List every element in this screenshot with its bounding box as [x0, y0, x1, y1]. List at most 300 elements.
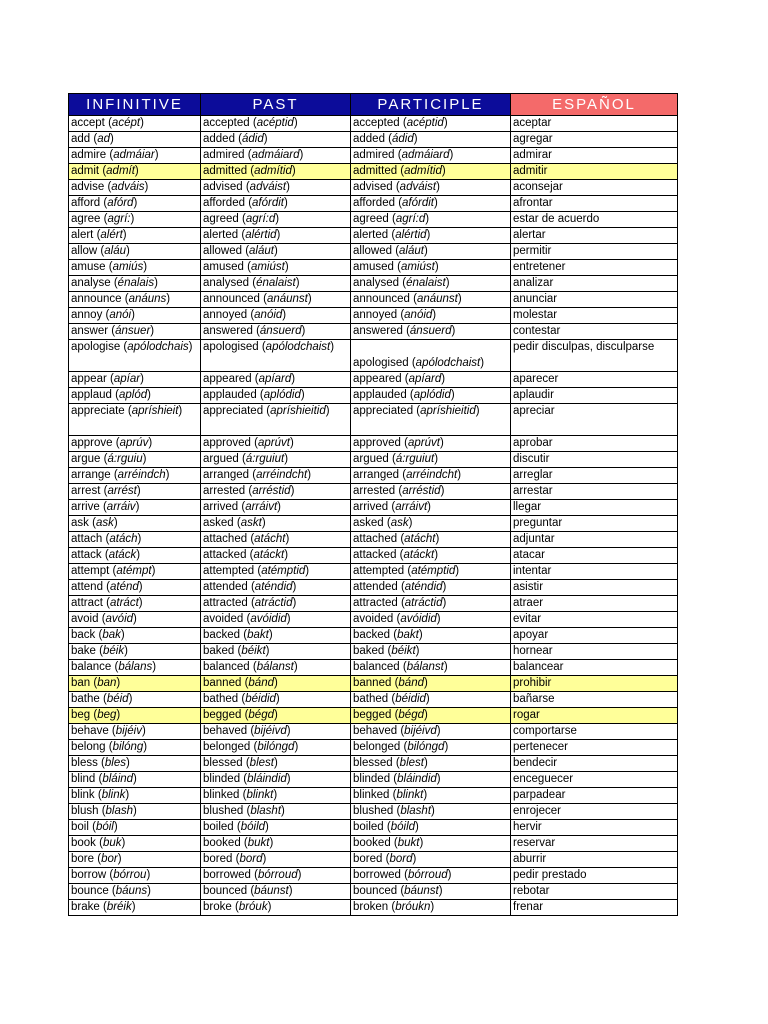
spanish-cell: contestar: [511, 324, 678, 340]
participle-cell-word: allowed: [353, 245, 392, 257]
past-cell: applauded (aplódid): [201, 388, 351, 404]
spanish-cell: agregar: [511, 132, 678, 148]
participle-cell-pronunciation: bord: [389, 853, 413, 865]
past-cell-pronunciation: apíard: [258, 373, 292, 385]
past-cell-pronunciation: bakt: [247, 629, 269, 641]
past-cell-word: arranged: [203, 469, 250, 481]
participle-cell-word: attacked: [353, 549, 397, 561]
spanish-cell: aburrir: [511, 852, 678, 868]
table-row: [69, 548, 678, 564]
participle-cell: admitted (admítid): [351, 164, 511, 180]
past-cell: admitted (admítid): [201, 164, 351, 180]
spanish-cell: pedir prestado: [511, 868, 678, 884]
past-cell-pronunciation: bálanst: [256, 661, 294, 673]
infinitive-cell: announce (anáuns): [69, 292, 201, 308]
participle-cell-word: applauded: [353, 389, 407, 401]
participle-cell-word: amused: [353, 261, 394, 273]
past-cell-word: blushed: [203, 805, 244, 817]
past-cell: arranged (arréindcht): [201, 468, 351, 484]
infinitive-cell-word: bounce: [71, 885, 109, 897]
infinitive-cell: ask (ask): [69, 516, 201, 532]
participle-cell: arrested (arréstid): [351, 484, 511, 500]
table-row: [69, 644, 678, 660]
spanish-cell: bendecir: [511, 756, 678, 772]
infinitive-cell: belong (bilóng): [69, 740, 201, 756]
participle-cell-pronunciation: bilóngd: [407, 741, 445, 753]
participle-cell-pronunciation: bórroud: [407, 869, 448, 881]
participle-cell: appreciated (apríshieitid): [351, 404, 511, 436]
past-cell-pronunciation: énalaist: [256, 277, 296, 289]
infinitive-cell-pronunciation: atáck: [108, 549, 137, 561]
participle-cell-pronunciation: apríshieitid: [420, 405, 476, 417]
infinitive-cell-pronunciation: á:rguiu: [107, 453, 143, 465]
infinitive-cell-pronunciation: énalais: [117, 277, 155, 289]
table-row: [69, 820, 678, 836]
table-row: [69, 868, 678, 884]
infinitive-cell-word: apologise: [71, 341, 121, 353]
past-cell-pronunciation: bilóngd: [257, 741, 295, 753]
past-cell-pronunciation: ádid: [242, 133, 264, 145]
past-cell: attracted (atráctid): [201, 596, 351, 612]
past-cell-pronunciation: bord: [239, 853, 263, 865]
infinitive-cell: approve (aprúv): [69, 436, 201, 452]
past-cell-pronunciation: bróuk: [238, 901, 268, 913]
past-cell-pronunciation: arréstid: [252, 485, 291, 497]
participle-cell-word: admired: [353, 149, 395, 161]
past-cell-word: asked: [203, 517, 234, 529]
infinitive-cell-word: argue: [71, 453, 101, 465]
infinitive-cell: apologise (apólodchais): [69, 340, 201, 372]
past-cell-word: appreciated: [203, 405, 264, 417]
participle-cell-pronunciation: blinkt: [396, 789, 424, 801]
past-cell-word: announced: [203, 293, 260, 305]
past-cell-pronunciation: ánsuerd: [259, 325, 302, 337]
past-cell-pronunciation: atácht: [254, 533, 286, 545]
infinitive-cell-word: bless: [71, 757, 98, 769]
past-cell: blinked (blinkt): [201, 788, 351, 804]
past-cell-pronunciation: béidid: [245, 693, 276, 705]
past-cell-word: attacked: [203, 549, 247, 561]
past-cell-pronunciation: blinkt: [246, 789, 274, 801]
infinitive-cell: applaud (aplód): [69, 388, 201, 404]
past-cell-pronunciation: bórroud: [257, 869, 298, 881]
infinitive-cell: blind (bláind): [69, 772, 201, 788]
header-infinitive: INFINITIVE: [69, 94, 201, 116]
table-row: [69, 884, 678, 900]
spanish-cell: afrontar: [511, 196, 678, 212]
table-row: [69, 724, 678, 740]
participle-cell-word: advised: [353, 181, 393, 193]
past-cell-pronunciation: amiúst: [250, 261, 285, 273]
table-row: [69, 276, 678, 292]
past-cell-word: belonged: [203, 741, 251, 753]
table-row: [69, 532, 678, 548]
past-cell-word: appeared: [203, 373, 252, 385]
infinitive-cell: annoy (anói): [69, 308, 201, 324]
participle-cell: blinked (blinkt): [351, 788, 511, 804]
table-row: [69, 660, 678, 676]
infinitive-cell: balance (bálans): [69, 660, 201, 676]
spanish-cell: molestar: [511, 308, 678, 324]
participle-cell-word: bored: [353, 853, 383, 865]
participle-cell-word: argued: [353, 453, 389, 465]
header-row: [69, 94, 678, 116]
infinitive-cell-pronunciation: báuns: [115, 885, 148, 897]
participle-cell: blushed (blasht): [351, 804, 511, 820]
infinitive-cell-pronunciation: aláu: [104, 245, 126, 257]
participle-cell-word: belonged: [353, 741, 401, 753]
participle-cell-word: appeared: [353, 373, 402, 385]
spanish-cell: frenar: [511, 900, 678, 916]
participle-cell-word: accepted: [353, 117, 400, 129]
participle-cell-word: baked: [353, 645, 385, 657]
participle-cell: baked (béikt): [351, 644, 511, 660]
infinitive-cell-pronunciation: bréik: [106, 901, 132, 913]
past-cell: behaved (bijéivd): [201, 724, 351, 740]
table-row: [69, 452, 678, 468]
past-cell: appreciated (apríshieitid): [201, 404, 351, 436]
spanish-cell: apoyar: [511, 628, 678, 644]
participle-cell-word: appreciated: [353, 405, 414, 417]
infinitive-cell: beg (beg): [69, 708, 201, 724]
infinitive-cell: blink (blink): [69, 788, 201, 804]
past-cell-pronunciation: aplódid: [263, 389, 301, 401]
spanish-cell: aprobar: [511, 436, 678, 452]
participle-cell: begged (bégd): [351, 708, 511, 724]
infinitive-cell-word: borrow: [71, 869, 107, 881]
participle-cell: bounced (báunst): [351, 884, 511, 900]
past-cell-word: bored: [203, 853, 233, 865]
participle-cell-word: booked: [353, 837, 391, 849]
infinitive-cell-word: bore: [71, 853, 95, 865]
infinitive-cell-word: ask: [71, 517, 89, 529]
infinitive-cell-word: accept: [71, 117, 105, 129]
participle-cell-pronunciation: acéptid: [406, 117, 444, 129]
infinitive-cell-pronunciation: avóid: [105, 613, 134, 625]
past-cell: belonged (bilóngd): [201, 740, 351, 756]
past-cell-pronunciation: avóidid: [250, 613, 287, 625]
past-cell: admired (admáiard): [201, 148, 351, 164]
spanish-cell: atacar: [511, 548, 678, 564]
infinitive-cell-word: answer: [71, 325, 109, 337]
infinitive-cell: admire (admáiar): [69, 148, 201, 164]
past-cell: analysed (énalaist): [201, 276, 351, 292]
infinitive-cell-pronunciation: agrí:: [107, 213, 131, 225]
participle-cell-pronunciation: agrí:d: [395, 213, 426, 225]
past-cell-word: amused: [203, 261, 244, 273]
table-row: [69, 372, 678, 388]
past-cell-word: borrowed: [203, 869, 251, 881]
participle-cell-pronunciation: blest: [399, 757, 424, 769]
participle-cell-pronunciation: bróukn: [395, 901, 431, 913]
table-row: [69, 580, 678, 596]
participle-cell-word: added: [353, 133, 385, 145]
past-cell: blushed (blasht): [201, 804, 351, 820]
participle-cell-pronunciation: bakt: [397, 629, 419, 641]
past-cell-word: bathed: [203, 693, 239, 705]
past-cell-pronunciation: báunst: [254, 885, 289, 897]
infinitive-cell-word: blush: [71, 805, 99, 817]
infinitive-cell-word: admire: [71, 149, 107, 161]
past-cell: answered (ánsuerd): [201, 324, 351, 340]
participle-cell: admired (admáiard): [351, 148, 511, 164]
past-cell-word: answered: [203, 325, 253, 337]
participle-cell-pronunciation: admáiard: [401, 149, 450, 161]
past-cell-pronunciation: adváist: [249, 181, 287, 193]
table-row: [69, 772, 678, 788]
table-row: [69, 852, 678, 868]
participle-cell: backed (bakt): [351, 628, 511, 644]
infinitive-cell-pronunciation: anáuns: [128, 293, 167, 305]
past-cell-pronunciation: admáiard: [251, 149, 300, 161]
participle-cell-word: broken: [353, 901, 389, 913]
spanish-cell: llegar: [511, 500, 678, 516]
table-row: [69, 612, 678, 628]
infinitive-cell-word: blind: [71, 773, 96, 785]
infinitive-cell: brake (bréik): [69, 900, 201, 916]
spanish-cell: anunciar: [511, 292, 678, 308]
past-cell-word: argued: [203, 453, 239, 465]
past-cell: bounced (báunst): [201, 884, 351, 900]
infinitive-cell: borrow (bórrou): [69, 868, 201, 884]
past-cell-word: bounced: [203, 885, 248, 897]
past-cell-word: broke: [203, 901, 232, 913]
infinitive-cell-word: advise: [71, 181, 105, 193]
participle-cell: attracted (atráctid): [351, 596, 511, 612]
table-row: [69, 740, 678, 756]
spanish-cell: enrojecer: [511, 804, 678, 820]
past-cell-word: afforded: [203, 197, 245, 209]
past-cell-word: apologised: [203, 341, 259, 353]
infinitive-cell: attach (atách): [69, 532, 201, 548]
participle-cell: argued (á:rguiut): [351, 452, 511, 468]
infinitive-cell: attempt (atémpt): [69, 564, 201, 580]
spanish-cell: entretener: [511, 260, 678, 276]
past-cell: advised (adváist): [201, 180, 351, 196]
infinitive-cell-word: attend: [71, 581, 103, 593]
past-cell: baked (béikt): [201, 644, 351, 660]
infinitive-cell: analyse (énalais): [69, 276, 201, 292]
participle-cell-pronunciation: alértid: [395, 229, 427, 241]
infinitive-cell: boil (bóil): [69, 820, 201, 836]
table-row: [69, 596, 678, 612]
participle-cell: advised (adváist): [351, 180, 511, 196]
infinitive-cell-word: bathe: [71, 693, 100, 705]
past-cell-pronunciation: bégd: [248, 709, 274, 721]
infinitive-cell: appreciate (apríshieit): [69, 404, 201, 436]
participle-cell-pronunciation: béidid: [395, 693, 426, 705]
past-cell-pronunciation: béikt: [241, 645, 266, 657]
spanish-cell: admirar: [511, 148, 678, 164]
past-cell-pronunciation: askt: [240, 517, 262, 529]
past-cell: approved (aprúvt): [201, 436, 351, 452]
participle-cell-word: begged: [353, 709, 392, 721]
infinitive-cell-pronunciation: beg: [97, 709, 117, 721]
infinitive-cell: bathe (béid): [69, 692, 201, 708]
past-cell-pronunciation: atáckt: [253, 549, 285, 561]
past-cell-word: boiled: [203, 821, 234, 833]
past-cell: annoyed (anóid): [201, 308, 351, 324]
participle-cell-word: bathed: [353, 693, 389, 705]
participle-cell-pronunciation: bálanst: [406, 661, 444, 673]
past-cell: amused (amiúst): [201, 260, 351, 276]
infinitive-cell-word: back: [71, 629, 96, 641]
past-cell-word: arrested: [203, 485, 246, 497]
spanish-cell: analizar: [511, 276, 678, 292]
past-cell-word: arrived: [203, 501, 239, 513]
participle-cell-word: balanced: [353, 661, 400, 673]
past-cell-word: analysed: [203, 277, 250, 289]
spanish-cell: adjuntar: [511, 532, 678, 548]
header-participle: PARTICIPLE: [351, 94, 511, 116]
infinitive-cell: book (buk): [69, 836, 201, 852]
table-row: [69, 756, 678, 772]
infinitive-cell-pronunciation: buk: [102, 837, 122, 849]
table-row: [69, 676, 678, 692]
spanish-cell: preguntar: [511, 516, 678, 532]
infinitive-cell: advise (adváis): [69, 180, 201, 196]
table-row: [69, 628, 678, 644]
participle-cell: attached (atácht): [351, 532, 511, 548]
infinitive-cell-word: announce: [71, 293, 122, 305]
participle-cell: apologised (apólodchaist): [351, 340, 511, 372]
infinitive-cell-pronunciation: alért: [100, 229, 123, 241]
infinitive-cell: amuse (amiús): [69, 260, 201, 276]
past-cell: appeared (apíard): [201, 372, 351, 388]
participle-cell: afforded (afórdit): [351, 196, 511, 212]
participle-cell-pronunciation: báunst: [404, 885, 439, 897]
past-cell: avoided (avóidid): [201, 612, 351, 628]
spanish-cell: arreglar: [511, 468, 678, 484]
past-cell: borrowed (bórroud): [201, 868, 351, 884]
spanish-cell: prohibir: [511, 676, 678, 692]
infinitive-cell-pronunciation: bijéiv: [115, 725, 142, 737]
participle-cell-word: annoyed: [353, 309, 398, 321]
past-cell-pronunciation: aprúvt: [258, 437, 290, 449]
participle-cell-word: afforded: [353, 197, 395, 209]
past-cell-word: balanced: [203, 661, 250, 673]
infinitive-cell: answer (ánsuer): [69, 324, 201, 340]
participle-cell: agreed (agrí:d): [351, 212, 511, 228]
spanish-cell: arrestar: [511, 484, 678, 500]
participle-cell-pronunciation: atémptid: [411, 565, 456, 577]
participle-cell-word: attended: [353, 581, 398, 593]
participle-cell-word: apologised: [353, 357, 409, 369]
past-cell-pronunciation: acéptid: [256, 117, 294, 129]
past-cell-pronunciation: bijéivd: [254, 725, 287, 737]
spanish-cell: aplaudir: [511, 388, 678, 404]
table-row: [69, 436, 678, 452]
spanish-cell: permitir: [511, 244, 678, 260]
infinitive-cell: ban (ban): [69, 676, 201, 692]
past-cell: backed (bakt): [201, 628, 351, 644]
past-cell-word: behaved: [203, 725, 248, 737]
infinitive-cell-word: analyse: [71, 277, 111, 289]
past-cell: begged (bégd): [201, 708, 351, 724]
past-cell-word: admitted: [203, 165, 248, 177]
past-cell-pronunciation: á:rguiut: [245, 453, 285, 465]
spanish-cell: pertenecer: [511, 740, 678, 756]
header-past: PAST: [201, 94, 351, 116]
infinitive-cell: attract (atráct): [69, 596, 201, 612]
participle-cell: allowed (aláut): [351, 244, 511, 260]
past-cell-word: attempted: [203, 565, 255, 577]
infinitive-cell: arrange (arréindch): [69, 468, 201, 484]
participle-cell: amused (amiúst): [351, 260, 511, 276]
participle-cell: arrived (arráivt): [351, 500, 511, 516]
past-cell-pronunciation: bukt: [247, 837, 270, 849]
spanish-cell: asistir: [511, 580, 678, 596]
participle-cell: alerted (alértid): [351, 228, 511, 244]
spanish-cell: admitir: [511, 164, 678, 180]
participle-cell-pronunciation: afórdit: [402, 197, 434, 209]
participle-cell-word: announced: [353, 293, 410, 305]
participle-cell-pronunciation: ask: [390, 517, 409, 529]
infinitive-cell: attend (aténd): [69, 580, 201, 596]
participle-cell: annoyed (anóid): [351, 308, 511, 324]
infinitive-cell-pronunciation: atách: [109, 533, 138, 545]
spanish-cell: hervir: [511, 820, 678, 836]
participle-cell-pronunciation: énalaist: [406, 277, 446, 289]
participle-cell: blinded (bláindid): [351, 772, 511, 788]
infinitive-cell-word: applaud: [71, 389, 112, 401]
past-cell: bored (bord): [201, 852, 351, 868]
infinitive-cell-word: belong: [71, 741, 106, 753]
table-row: [69, 404, 678, 436]
participle-cell-pronunciation: amiúst: [400, 261, 435, 273]
participle-cell-word: backed: [353, 629, 391, 641]
participle-cell-word: approved: [353, 437, 401, 449]
past-cell-pronunciation: bóild: [240, 821, 266, 833]
past-cell-pronunciation: anóid: [254, 309, 283, 321]
header-espanol: ESPAÑOL: [511, 94, 678, 116]
table-row: [69, 708, 678, 724]
past-cell-word: booked: [203, 837, 241, 849]
participle-cell-word: arrived: [353, 501, 389, 513]
infinitive-cell-word: agree: [71, 213, 101, 225]
participle-cell-word: boiled: [353, 821, 384, 833]
infinitive-cell-word: attack: [71, 549, 102, 561]
participle-cell-pronunciation: ánsuerd: [409, 325, 452, 337]
participle-cell: avoided (avóidid): [351, 612, 511, 628]
infinitive-cell-pronunciation: blash: [105, 805, 134, 817]
table-row: [69, 900, 678, 916]
infinitive-cell: afford (afórd): [69, 196, 201, 212]
past-cell: attempted (atémptid): [201, 564, 351, 580]
participle-cell-pronunciation: apólodchaist: [415, 357, 481, 369]
participle-cell-word: admitted: [353, 165, 398, 177]
past-cell-pronunciation: apríshieitid: [270, 405, 326, 417]
participle-cell-pronunciation: aplódid: [413, 389, 451, 401]
past-cell-word: attracted: [203, 597, 248, 609]
past-cell-pronunciation: blest: [249, 757, 274, 769]
infinitive-cell-word: allow: [71, 245, 98, 257]
past-cell-word: advised: [203, 181, 243, 193]
spanish-cell: parpadear: [511, 788, 678, 804]
past-cell: announced (anáunst): [201, 292, 351, 308]
participle-cell-pronunciation: anáunst: [416, 293, 458, 305]
past-cell-word: approved: [203, 437, 251, 449]
table-row: [69, 788, 678, 804]
spanish-cell: atraer: [511, 596, 678, 612]
spanish-cell: discutir: [511, 452, 678, 468]
participle-cell: boiled (bóild): [351, 820, 511, 836]
infinitive-cell-pronunciation: apólodchais: [127, 341, 189, 353]
table-row: [69, 388, 678, 404]
infinitive-cell-word: add: [71, 133, 91, 145]
participle-cell-pronunciation: adváist: [399, 181, 437, 193]
infinitive-cell-pronunciation: apríshieit: [131, 405, 179, 417]
